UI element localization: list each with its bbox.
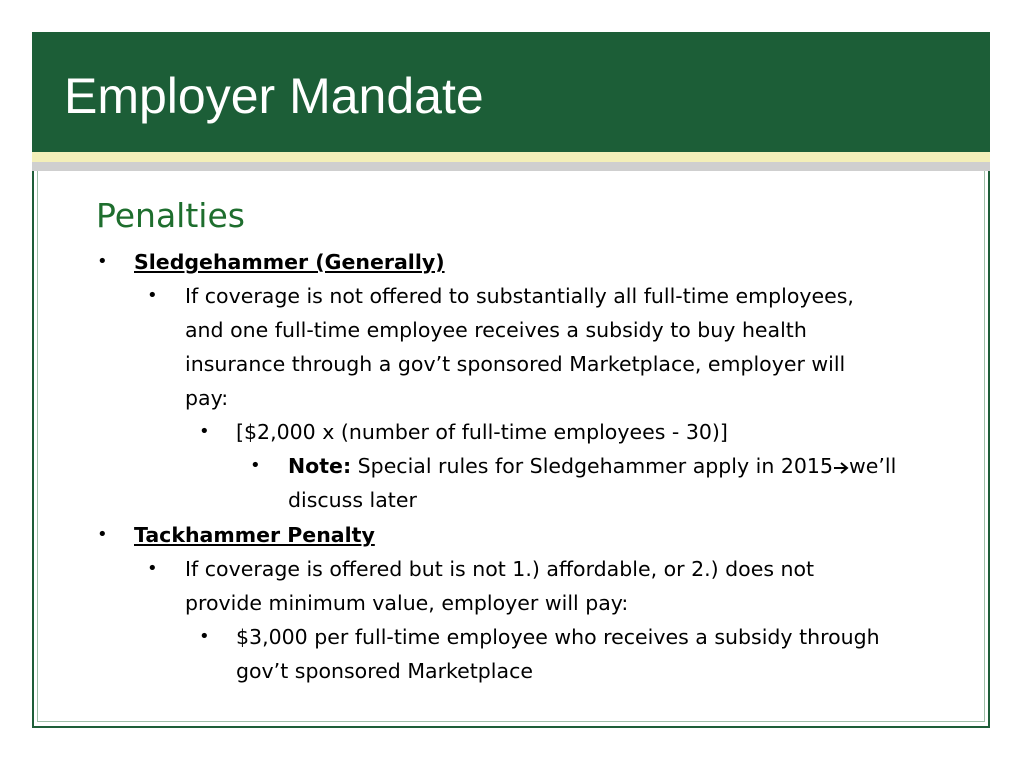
bullet-icon: •	[250, 455, 261, 476]
bullet-icon: •	[199, 626, 210, 647]
formula-text: [$2,000 x (number of full-time employees - 30)]	[236, 420, 728, 444]
note-text-line: discuss later	[288, 488, 417, 512]
tackhammer-sub-line: gov’t sponsored Marketplace	[236, 659, 533, 683]
accent-band	[32, 152, 990, 162]
note-text: Special rules for Sledgehammer apply in 2015	[351, 454, 833, 478]
tackhammer-sub-line: $3,000 per full-time employee who receives a subsidy through	[236, 625, 880, 649]
bullet-icon: •	[199, 421, 210, 442]
tackhammer-label: Tackhammer Penalty	[134, 523, 375, 547]
bullet-icon: •	[147, 558, 158, 579]
sledgehammer-text-line: pay:	[185, 386, 229, 410]
bullet-icon: •	[97, 251, 108, 272]
sledgehammer-text-line: and one full-time employee receives a subsidy to buy health	[185, 318, 807, 342]
sledgehammer-text-line: If coverage is not offered to substantially all full-time employees,	[185, 284, 854, 308]
tackhammer-text-line: provide minimum value, employer will pay:	[185, 591, 629, 615]
slide-title: Employer Mandate	[64, 68, 484, 124]
title-bar	[32, 32, 990, 152]
divider-band	[32, 162, 990, 171]
note-line	[288, 449, 896, 485]
tackhammer-text-line: If coverage is offered but is not 1.) affordable, or 2.) does not	[185, 557, 815, 581]
note-text-cont: we’ll	[849, 454, 897, 478]
bullet-icon: •	[97, 524, 108, 545]
sledgehammer-label: Sledgehammer (Generally)	[134, 250, 445, 274]
sledgehammer-text-line: insurance through a gov’t sponsored Marketplace, employer will	[185, 352, 846, 376]
note-label: Note:	[288, 454, 352, 478]
section-heading: Penalties	[96, 196, 245, 235]
bullet-icon: •	[147, 285, 158, 306]
right-arrow-icon	[833, 451, 849, 485]
